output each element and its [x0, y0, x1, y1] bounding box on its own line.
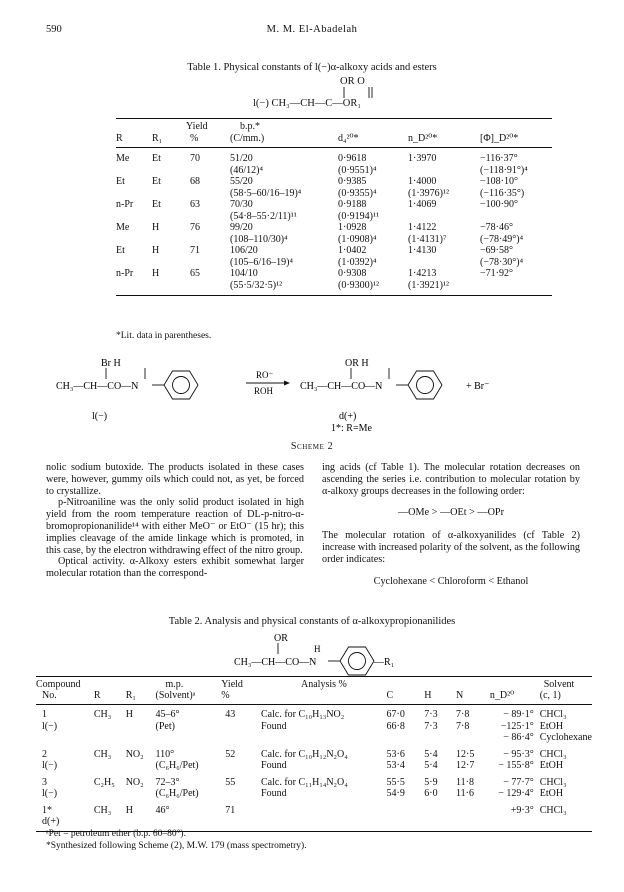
t2-cell-n_: 11·8 — [456, 776, 475, 788]
t1-cell-yield — [186, 188, 230, 200]
t1-col-r1: R₁ — [152, 119, 186, 148]
t2-col-h: H — [424, 677, 456, 704]
benzene-ring-right — [408, 371, 442, 399]
t1-cell-bp: (105–6/16–19)⁴ — [230, 256, 293, 268]
t2-cell-r — [94, 721, 126, 733]
t1-cell-r: n-Pr — [116, 268, 134, 279]
t1-cell-r1: H — [152, 222, 160, 233]
t1-cell-bp: (108–110/30)⁴ — [230, 233, 288, 245]
benzene-ring-table2 — [340, 647, 374, 675]
t1-cell-phi: −116·37° — [480, 153, 518, 164]
t2-cell-no: 1 — [42, 709, 47, 720]
t2-cell-r — [94, 788, 126, 800]
t2-cell-r1 — [126, 732, 156, 744]
t2-cell-r — [94, 760, 126, 772]
t2-col-analysis: Analysis % — [261, 677, 387, 704]
table1-formula: l(−) CH₃—CH—C—OR₁ — [253, 98, 362, 109]
table-row — [36, 788, 592, 800]
t1-cell-n — [408, 257, 480, 269]
t1-cell-d: 0·9308 — [338, 268, 367, 279]
table-row — [36, 760, 592, 772]
t1-col-n: n_D²⁰* — [408, 119, 480, 148]
scheme-left-main: CH₃—CH—CO—N — [56, 381, 139, 392]
table2-footnote-b: *Synthesized following Scheme (2), M.W. 179 (mass spectrometry). — [46, 841, 307, 851]
t1-cell-r1: Et — [152, 199, 161, 210]
body-left-column — [46, 462, 304, 580]
t2-cell-h: 6·0 — [424, 788, 438, 799]
table1-formula-bonds — [330, 86, 390, 100]
t1-col-bp: b.p.* (C/mm.) — [230, 119, 338, 148]
t2-cell-r1: NO₂ — [125, 748, 144, 760]
t2-cell-no: 1* — [42, 804, 52, 816]
t2-cell-mp: 72–3° — [155, 776, 180, 788]
t2-cell-yield: 52 — [225, 748, 236, 760]
scheme-right-main: CH₃—CH—CO—N — [300, 381, 383, 392]
scheme-byproduct: + Br⁻ — [466, 381, 490, 392]
t2-col-solvent: Solvent (c, 1) — [540, 677, 592, 704]
t1-cell-n: (1·4131)⁷ — [408, 233, 447, 245]
t2-col-n: N — [456, 677, 490, 704]
t1-cell-d: 0·9188 — [338, 199, 367, 210]
body-right-column — [322, 462, 580, 587]
t1-cell-bp: 99/20 — [230, 222, 253, 233]
t1-cell-yield: 65 — [190, 268, 200, 279]
t1-cell-n — [408, 165, 480, 177]
t1-cell-n: 1·4122 — [408, 222, 437, 233]
t1-cell-n — [408, 211, 480, 223]
t1-cell-d: (0·9355)⁴ — [338, 187, 377, 199]
t2-cell-no: d(+) — [36, 816, 94, 831]
t2-col-r1: R₁ — [126, 677, 156, 704]
t1-cell-r: Et — [116, 245, 125, 256]
t2-cell-yield: 71 — [225, 804, 236, 816]
table-row — [116, 234, 552, 246]
t2-cell-sol: Cyclohexane — [539, 732, 592, 743]
table-row — [116, 257, 552, 269]
t2-cell-n_: 7·8 — [456, 720, 470, 732]
t1-cell-r — [116, 234, 152, 246]
t1-cell-r1: H — [152, 268, 160, 279]
t2-cell-r — [94, 732, 126, 744]
t1-cell-r1 — [152, 257, 186, 269]
t2-cell-an: Calc. for C₁₀H₁₂N₂O₄ — [261, 748, 348, 760]
t1-cell-bp: 51/20 — [230, 153, 253, 164]
scheme-left-top: Br H — [101, 358, 121, 369]
t1-cell-r — [116, 257, 152, 269]
t2-cell-yield: 43 — [225, 709, 236, 720]
table2-formula-r1: —R₁ — [374, 657, 395, 668]
t2-cell-r: CH₃ — [93, 709, 112, 720]
t2-cell-c: 53·6 — [386, 748, 405, 760]
t2-cell-rot: −125·1° — [500, 720, 534, 732]
table-row — [116, 211, 552, 223]
t2-cell-mp: 45–6° — [155, 709, 180, 720]
t1-cell-d: (0·9300)¹² — [338, 280, 408, 296]
table-row — [116, 268, 552, 280]
t1-cell-d: (1·0908)⁴ — [338, 233, 377, 245]
body-left-p1: nolic sodium butoxide. The products isolated in these cases were, however, gummy oils which could not, as yet, be forced to crystallize. — [46, 462, 304, 497]
t2-cell-c: 66·8 — [386, 720, 405, 732]
t2-cell-r1 — [126, 760, 156, 772]
scheme-title: Scheme 2 — [290, 441, 334, 452]
t2-cell-c: 67·0 — [386, 709, 405, 720]
table-row — [116, 165, 552, 177]
body-left-p3: Optical activity. α-Alkoxy esters exhibit somewhat larger molecular rotation than the correspond- — [46, 556, 304, 580]
table-row — [116, 199, 552, 211]
table2-formula-nh: H — [314, 644, 321, 654]
t1-cell-yield — [186, 257, 230, 269]
t1-cell-n: 1·4000 — [408, 176, 437, 187]
t2-cell-yield: 55 — [225, 776, 236, 788]
table2-formula-top: OR — [274, 633, 288, 644]
t1-cell-r: n-Pr — [116, 199, 134, 210]
t2-cell-sol: CHCl₃ — [539, 804, 567, 816]
t1-col-yield: Yield % — [186, 119, 230, 148]
t2-cell-rot: − 129·4° — [498, 788, 534, 799]
table-row — [116, 176, 552, 188]
t2-cell-yield — [221, 816, 261, 831]
t1-cell-yield: 68 — [190, 176, 200, 187]
t2-cell-an — [261, 816, 387, 831]
t1-cell-r1: Et — [152, 153, 161, 164]
body-left-p2: p-Nitroaniline was the only solid product isolated in high yield from the room temperature reaction of DL-p-nitro-α-bromopropionanilide¹⁴ with either MeO⁻ or EtO⁻ (15 hr); this implies cleavage of the amide linkage which is promoted, in this case, by the electron withdrawing effect of the nitro group. — [46, 497, 304, 556]
scheme-right-label: d(+) — [339, 411, 357, 422]
t2-cell-h: 7·3 — [424, 720, 438, 732]
t1-cell-r1 — [152, 188, 186, 200]
t2-col-r: R — [94, 677, 126, 704]
t1-cell-phi: −69·58° — [480, 245, 513, 256]
t1-cell-phi: −108·10° — [480, 176, 518, 187]
t1-cell-phi: −78·46° — [480, 222, 513, 233]
running-author: M. M. El-Abadelah — [266, 24, 358, 35]
t2-cell-r1 — [126, 788, 156, 800]
t1-cell-r1 — [152, 234, 186, 246]
t1-cell-bp: 106/20 — [230, 245, 258, 256]
t2-cell-n_ — [456, 732, 490, 744]
t2-cell-h — [424, 732, 456, 744]
t1-cell-bp: 104/10 — [230, 268, 258, 279]
t2-col-c: C — [387, 677, 425, 704]
t2-cell-r1: NO₂ — [125, 776, 144, 788]
t1-cell-yield — [186, 211, 230, 223]
t2-cell-rot: − 86·4° — [503, 732, 534, 743]
solvent-order: Cyclohexane < Chloroform < Ethanol — [373, 575, 529, 587]
t1-cell-r: Et — [116, 176, 125, 187]
t2-cell-sol: EtOH — [539, 788, 564, 799]
t2-cell-an — [261, 732, 387, 744]
t2-cell-rot — [490, 816, 540, 831]
t1-cell-n: 1·4130 — [408, 245, 437, 256]
t2-cell-r: C₂H₅ — [93, 776, 115, 788]
body-right-p2: The molecular rotation of α-alkoxyanilides (cf Table 2) increase with increased polarity of the solvent, as the following order indicates: — [322, 530, 581, 565]
body-right-p1: ing acids (cf Table 1). The molecular rotation decreases on ascending the series i.e. contribution to molecular rotation by α-alkoxy groups decreases in the following order: — [322, 462, 580, 497]
t1-cell-phi: (−116·35°) — [480, 187, 525, 199]
t2-cell-yield — [221, 788, 261, 800]
t2-cell-r1: H — [125, 804, 133, 816]
alkoxy-order: —OMe > —OEt > —OPr — [397, 507, 504, 519]
t1-cell-d: (1·0392)⁴ — [338, 256, 377, 268]
t2-cell-r: CH₃ — [93, 804, 112, 816]
t2-cell-no: 3 — [42, 776, 47, 788]
t2-cell-r1: H — [125, 709, 133, 720]
t1-cell-yield — [186, 234, 230, 246]
t1-cell-r — [116, 280, 152, 296]
t1-cell-bp: (54·8–55·2/11)¹¹ — [230, 210, 297, 222]
table1 — [116, 118, 552, 296]
t1-cell-phi: (−78·49°)⁴ — [480, 233, 524, 245]
benzene-ring-left — [164, 371, 198, 399]
t2-cell-n_: 12·5 — [456, 748, 475, 760]
t1-cell-d: (0·9194)¹¹ — [338, 210, 379, 222]
t2-cell-n_ — [456, 816, 490, 831]
scheme-left-label: l(−) — [92, 411, 108, 422]
t2-cell-c: 55·5 — [386, 776, 405, 788]
t2-cell-yield — [221, 760, 261, 772]
table2-footnote-a: ᵃPet = petroleum ether (b.p. 60–80°). — [46, 829, 186, 839]
t1-cell-r — [116, 188, 152, 200]
t1-cell-d: 0·9618 — [338, 153, 367, 164]
table-row — [116, 188, 552, 200]
t2-cell-no: 2 — [42, 748, 47, 760]
t1-cell-r — [116, 211, 152, 223]
t1-cell-r1 — [152, 165, 186, 177]
table2-formula — [170, 630, 490, 676]
t1-cell-r1: Et — [152, 176, 161, 187]
t2-col-yield: Yield % — [221, 677, 261, 704]
table2 — [36, 676, 592, 832]
t2-cell-c — [387, 800, 425, 817]
t2-cell-mp: 46° — [155, 804, 170, 816]
t2-cell-rot: − 95·3° — [503, 748, 534, 760]
table2-caption: Table 2. Analysis and physical constants of α-alkoxypropionanilides — [168, 616, 456, 627]
t2-col-compound: Compound No. — [36, 677, 94, 704]
scheme-reagent-top: RO⁻ — [256, 370, 274, 380]
t1-col-phi: [Φ]_D²⁰* — [480, 119, 552, 148]
table-row — [36, 721, 592, 733]
t2-cell-c: 53·4 — [386, 760, 405, 771]
t2-cell-mp: (Pet) — [155, 720, 175, 732]
t2-cell-n_: 12·7 — [456, 760, 475, 771]
t2-cell-c — [387, 732, 425, 744]
t2-cell-sol — [540, 816, 592, 831]
t1-col-r: R — [116, 119, 152, 148]
t2-cell-sol: EtOH — [539, 720, 564, 732]
t1-cell-r: Me — [116, 222, 130, 233]
t2-cell-r1 — [126, 721, 156, 733]
t2-cell-no: l(−) — [42, 760, 58, 771]
t2-cell-an: Calc. for C₁₁H₁₄N₂O₄ — [261, 776, 348, 788]
t1-cell-r1: H — [152, 245, 160, 256]
t2-cell-no: l(−) — [42, 720, 58, 732]
t2-cell-yield — [221, 732, 261, 744]
t2-cell-rot: − 155·8° — [498, 760, 534, 771]
t2-cell-c — [387, 816, 425, 831]
table-row — [36, 800, 592, 817]
t2-cell-an: Calc. for C₁₀H₁₃NO₂ — [261, 709, 345, 720]
t1-cell-yield — [186, 280, 230, 296]
t1-cell-r: Me — [116, 153, 130, 164]
table-row — [116, 222, 552, 234]
t2-cell-sol: EtOH — [539, 760, 564, 771]
table-row — [116, 245, 552, 257]
t2-cell-no — [36, 732, 94, 744]
t2-cell-yield — [221, 721, 261, 733]
table1-caption: Table 1. Physical constants of l(−)α-alkoxy acids and esters — [187, 62, 437, 73]
t1-cell-phi: −71·92° — [480, 268, 513, 279]
t1-cell-phi: (−118·91°)⁴ — [480, 164, 528, 176]
t1-cell-n: (1·3921)¹² — [408, 280, 480, 296]
scheme-right-top: OR H — [345, 358, 369, 369]
table-row — [36, 744, 592, 761]
t1-cell-n: 1·3970 — [408, 153, 437, 164]
t2-cell-sol: CHCl₃ — [539, 776, 567, 788]
t2-cell-h: 7·3 — [424, 709, 438, 720]
t1-cell-d: 1·0402 — [338, 245, 367, 256]
t1-cell-phi: (−78·30°)⁴ — [480, 256, 524, 268]
table-row — [36, 705, 592, 721]
t1-cell-yield: 76 — [190, 222, 200, 233]
scheme-2-drawing — [0, 356, 624, 434]
page-number: 590 — [46, 24, 62, 35]
t1-cell-phi — [480, 211, 552, 223]
t2-cell-n_ — [456, 800, 490, 817]
t2-col-mp: m.p. (Solvent)ᵃ — [156, 677, 222, 704]
t1-cell-phi — [480, 280, 552, 296]
t2-cell-mp: (C₆H₆/Pet) — [155, 788, 199, 799]
scheme-reagent-bottom: ROH — [254, 386, 274, 396]
t1-cell-n: 1·4069 — [408, 199, 437, 210]
t1-cell-yield: 63 — [190, 199, 200, 210]
t1-cell-d: 0·9385 — [338, 176, 367, 187]
t2-cell-h: 5·4 — [424, 760, 438, 771]
t2-cell-sol: CHCl₃ — [539, 748, 567, 760]
table1-formula-top: OR O — [340, 76, 365, 87]
t2-cell-no: l(−) — [42, 788, 58, 799]
t1-cell-bp: (55·5/32·5)¹² — [230, 280, 338, 296]
t2-cell-h: 5·4 — [424, 748, 438, 760]
t1-cell-yield: 70 — [190, 153, 200, 164]
t2-cell-rot: − 77·7° — [503, 776, 534, 788]
table-row — [36, 772, 592, 789]
t1-cell-bp: (46/12)⁴ — [230, 164, 263, 176]
table2-formula-main: CH₃—CH—CO—N — [234, 657, 317, 668]
t2-cell-an: Found — [261, 760, 287, 771]
t1-cell-bp: (58·5–60/16–19)⁴ — [230, 187, 302, 199]
t2-cell-c: 54·9 — [386, 788, 405, 799]
t2-col-rotation: n_D²⁰ — [490, 677, 540, 704]
table-row — [36, 732, 592, 744]
t2-cell-n_: 11·6 — [456, 788, 475, 799]
t1-cell-r — [116, 165, 152, 177]
t2-cell-an: Found — [261, 720, 287, 732]
t1-col-d: d₄²⁰* — [338, 119, 408, 148]
table-row — [116, 280, 552, 296]
t2-cell-mp: 110° — [155, 748, 175, 760]
scheme-compound-label: 1*: R=Me — [331, 423, 372, 434]
t2-cell-rot: − 89·1° — [503, 709, 534, 720]
t2-cell-h — [424, 816, 456, 831]
t2-cell-h — [424, 800, 456, 817]
t1-cell-r1 — [152, 280, 186, 296]
t2-cell-mp: (C₆H₆/Pet) — [155, 760, 199, 771]
t2-cell-sol: CHCl₃ — [539, 709, 567, 720]
t2-cell-mp — [156, 732, 222, 744]
t2-cell-n_: 7·8 — [456, 709, 470, 720]
t2-cell-rot: +9·3° — [510, 804, 534, 816]
t1-cell-d: 1·0928 — [338, 222, 367, 233]
t2-cell-an: Found — [261, 788, 287, 799]
t1-cell-n: 1·4213 — [408, 268, 437, 279]
t1-cell-yield — [186, 165, 230, 177]
t1-cell-d: (0·9551)⁴ — [338, 164, 377, 176]
t2-cell-h: 5·9 — [424, 776, 438, 788]
table1-footnote: *Lit. data in parentheses. — [116, 331, 212, 341]
t1-cell-phi: −100·90° — [480, 199, 518, 210]
t1-cell-bp: 55/20 — [230, 176, 253, 187]
t1-cell-n: (1·3976)¹² — [408, 187, 449, 199]
t1-cell-r1 — [152, 211, 186, 223]
t2-cell-r: CH₃ — [93, 748, 112, 760]
t1-cell-bp: 70/30 — [230, 199, 253, 210]
t1-cell-yield: 71 — [190, 245, 200, 256]
t2-cell-an — [261, 800, 387, 817]
table-row — [116, 148, 552, 165]
